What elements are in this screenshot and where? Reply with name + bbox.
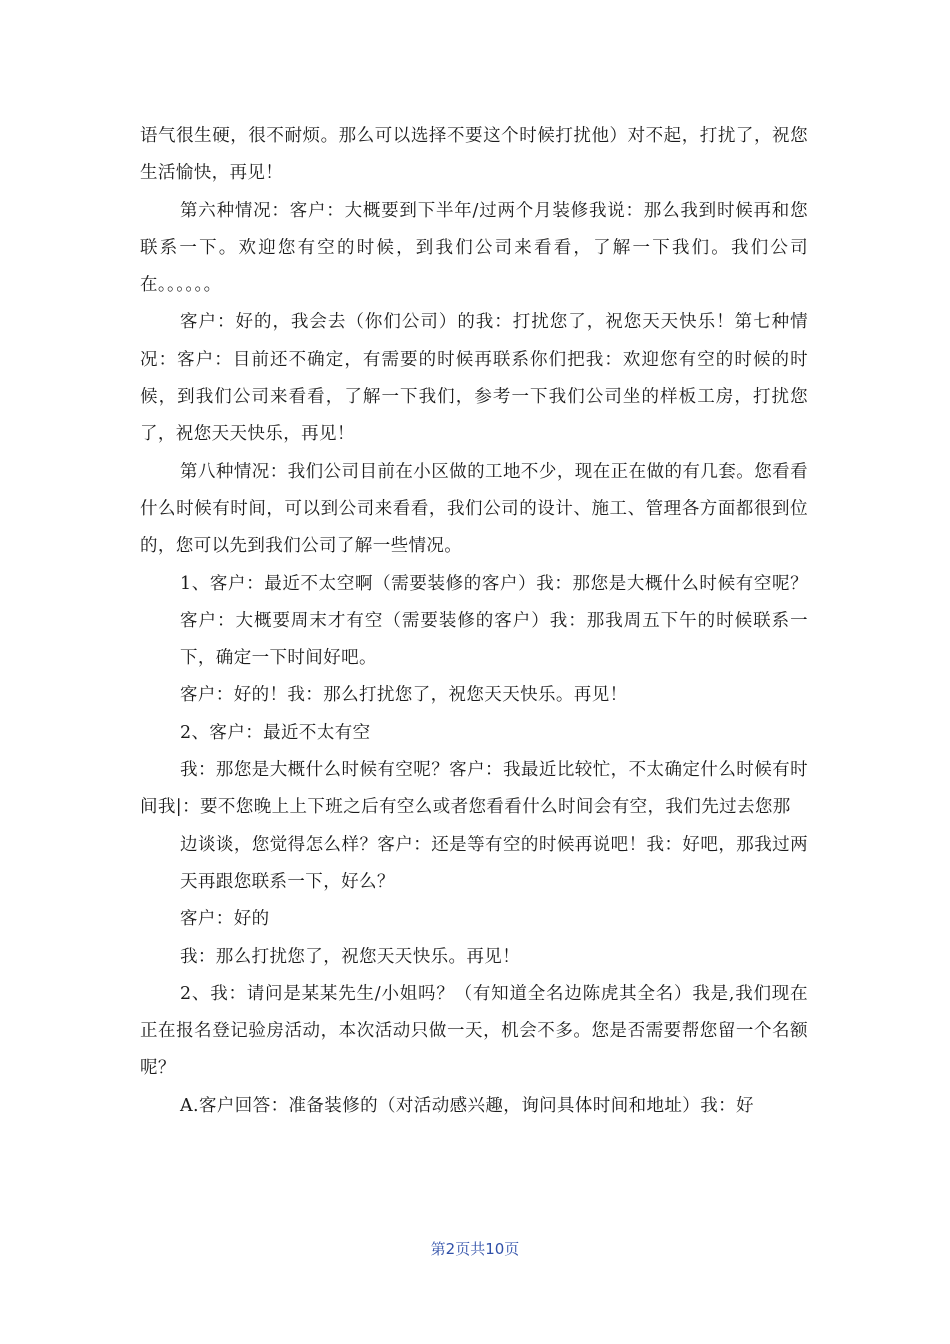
paragraph-8: 我：那您是大概什么时候有空呢？客户：我最近比较忙，不太确定什么时候有时间我|：要不您晚上上下班之后有空么或者您看看什么时间会有空，我们先过去您那 <box>140 760 808 818</box>
paragraph-2: 第六种情况：客户：大概要到下半年/过两个月装修我说：那么我到时候再和您联系一下。欢迎您有空的时候，到我们公司来看看，了解一下我们。我们公司在。。。。。。 <box>140 200 808 296</box>
paragraph-13: A.客户回答：准备装修的（对活动感兴趣，询问具体时间和地址）我：好 <box>180 1095 754 1116</box>
paragraph-11: 我：那么打扰您了，祝您天天快乐。再见！ <box>180 946 521 967</box>
paragraph-6: 客户：好的！我：那么打扰您了，祝您天天快乐。再见！ <box>180 685 628 706</box>
paragraph-9: 边谈谈，您觉得怎么样？客户：还是等有空的时候再说吧！我：好吧，那我过两天再跟您联系一下，好么？ <box>180 834 808 892</box>
paragraph-12: 2、我：请问是某某先生/小姐吗？（有知道全名边陈虎其全名）我是,我们现在正在报名登记验房活动，本次活动只做一天，机会不多。您是否需要帮您留一个名额呢？ <box>140 983 808 1079</box>
paragraph-5: 1、客户：最近不太空啊（需要装修的客户）我：那您是大概什么时候有空呢？客户：大概要周末才有空（需要装修的客户）我：那我周五下午的时候联系一下，确定一下时间好吧。 <box>180 573 808 669</box>
paragraph-3: 客户：好的，我会去（你们公司）的我：打扰您了，祝您天天快乐！第七种情况：客户：目前还不确定，有需要的时候再联系你们把我：欢迎您有空的时候的时候，到我们公司来看看，了解一下我们，参考一下我们公司坐的样板工房，打扰您了，祝您天天快乐，再见！ <box>140 312 808 445</box>
paragraph-10: 客户：好的 <box>180 909 270 930</box>
document-body <box>140 118 808 1125</box>
page-number-footer: 第2页共10页 <box>430 1240 520 1258</box>
paragraph-4: 第八种情况：我们公司目前在小区做的工地不少，现在正在做的有几套。您看看什么时候有时间，可以到公司来看看，我们公司的设计、施工、管理各方面都很到位的，您可以先到我们公司了解一些情况。 <box>140 461 808 557</box>
paragraph-1: 语气很生硬，很不耐烦。那么可以选择不要这个时候打扰他）对不起，打扰了，祝您生活愉快，再见！ <box>140 126 808 184</box>
paragraph-7: 2、客户：最近不太有空 <box>180 722 371 743</box>
